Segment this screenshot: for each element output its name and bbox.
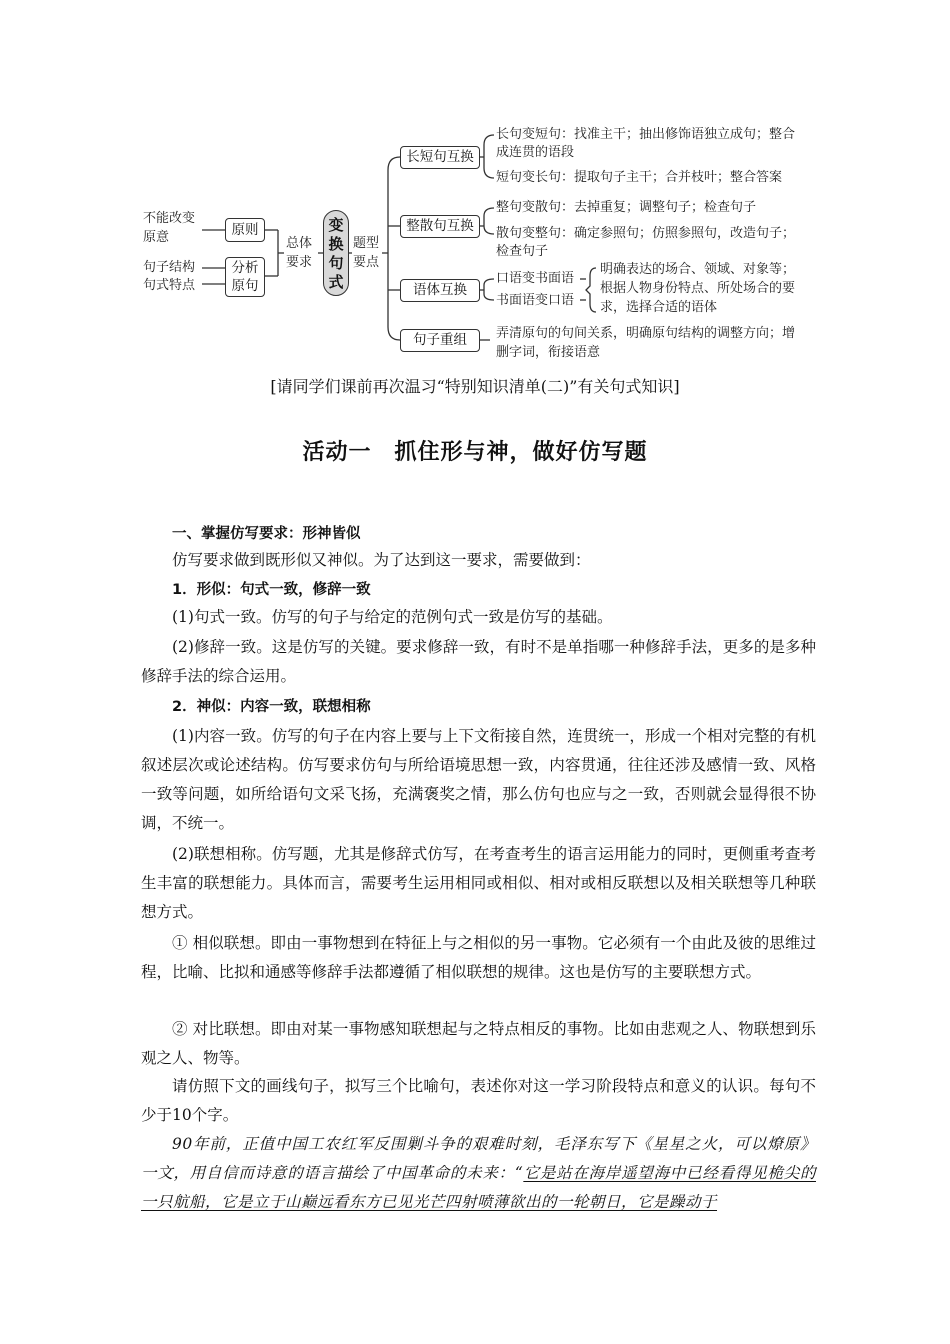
diagram-item-long-to-short: 长句变短句：找准主干；抽出修饰语独立成句；整合成连贯的语段 — [496, 127, 796, 160]
diagram-register-note: 明确表达的场合、领域、对象等；根据人物身份特点、所处场合的要求，选择合适的语体 — [600, 262, 796, 315]
paragraph-exercise-text — [141, 1130, 816, 1217]
subheading-form: 1．形似：句式一致，修辞一致 — [172, 582, 371, 598]
diagram-branch-restructure: 句子重组 — [400, 329, 480, 352]
diagram-analyze-box: 分析原句 — [225, 257, 265, 297]
subheading-spirit: 2．神似：内容一致，联想相称 — [172, 699, 371, 715]
diagram-item-written-to-oral: 书面语变口语 — [496, 293, 575, 308]
diagram-item-restructure: 弄清原句的句间关系，明确原句结构的调整方向；增删字词，衔接语意 — [496, 326, 796, 360]
diagram-center-pill: 变换句式 — [323, 210, 349, 296]
diagram-item-short-to-long: 短句变长句：提取句子主干；合并枝叶；整合答案 — [496, 170, 783, 185]
diagram-question-type-label: 题型要点 — [353, 236, 380, 270]
paragraph-exercise-prompt: 请仿照下文的画线句子，拟写三个比喻句，表述你对这一学习阶段特点和意义的认识。每句不少于10个字。 — [141, 1077, 816, 1124]
page-title: 活动一 抓住形与神，做好仿写题 — [302, 439, 648, 465]
paragraph-contrast-association: ② 对比联想。即由对某一事物感知联想起与之特点相反的事物。比如由悲观之人、物联想到乐观之人、物等。 — [141, 1020, 816, 1067]
section-heading: 一、掌握仿写要求：形神皆似 — [172, 526, 361, 542]
diagram-branch-register: 语体互换 — [400, 279, 480, 302]
diagram-overall-label: 总体要求 — [286, 236, 313, 270]
diagram-item-scattered-to-whole: 散句变整句：确定参照句；仿照参照句，改造句子；检查句子 — [496, 226, 796, 259]
paragraph-rhetoric: (2)修辞一致。这是仿写的关键。要求修辞一致，有时不是单指哪一种修辞手法，更多的是多种修辞手法的综合运用。 — [141, 638, 816, 685]
diagram-branch-whole-scattered: 整散句互换 — [400, 215, 480, 238]
diagram-item-oral-to-written: 口语变书面语 — [496, 271, 575, 286]
exercise-underlined-sentence: 它是站在海岸遥望海中已经看得见桅尖的一只航船，它是立于山巅远看东方已见光芒四射喷薄欲出的一轮朝日，它是躁动于 — [141, 1164, 816, 1211]
diagram-connectors — [0, 0, 950, 370]
diagram-cause-meaning: 不能改变原意 — [143, 211, 196, 245]
diagram-cause-structure: 句子结构 — [143, 260, 196, 275]
paragraph-sentence-form: (1)句式一致。仿写的句子与给定的范例句式一致是仿写的基础。 — [172, 608, 613, 626]
intro-paragraph: 仿写要求做到既形似又神似。为了达到这一要求，需要做到： — [172, 551, 591, 569]
diagram-branch-long-short: 长短句互换 — [400, 146, 480, 169]
paragraph-association: (2)联想相称。仿写题，尤其是修辞式仿写，在考查考生的语言运用能力的同时，更侧重考查考生丰富的联想能力。具体而言，需要考生运用相同或相似、相对或相反联想以及相关联想等几种联想方式。 — [141, 845, 816, 921]
paragraph-content: (1)内容一致。仿写的句子在内容上要与上下文衔接自然，连贯统一，形成一个相对完整的有机叙述层次或论述结构。仿写要求仿句与所给语境思想一致，内容贯通，往往还涉及感情一致、风格一致等问题，如所给语句文采飞扬，充满褒奖之情，那么仿句也应与之一致，否则就会显得很不协调，不统一。 — [141, 727, 816, 832]
exercise-plain-text: 90年前，正值中国工农红军反围剿斗争的艰难时刻，毛泽东写下《星星之火，可以燎原》一文，用自信而诗意的语言描绘了中国革命的未来：“ — [141, 1135, 816, 1182]
diagram-item-whole-to-scattered: 整句变散句：去掉重复；调整句子；检查句子 — [496, 200, 757, 215]
paragraph-similar-association: ① 相似联想。即由一事物想到在特征上与之相似的另一事物。它必须有一个由此及彼的思维过程，比喻、比拟和通感等修辞手法都遵循了相似联想的规律。这也是仿写的主要联想方式。 — [141, 934, 816, 981]
diagram-principle-box: 原则 — [225, 218, 265, 242]
diagram-caption: [请同学们课前再次温习“特别知识清单(二)”有关句式知识] — [270, 377, 680, 396]
diagram-cause-feature: 句式特点 — [143, 278, 196, 293]
